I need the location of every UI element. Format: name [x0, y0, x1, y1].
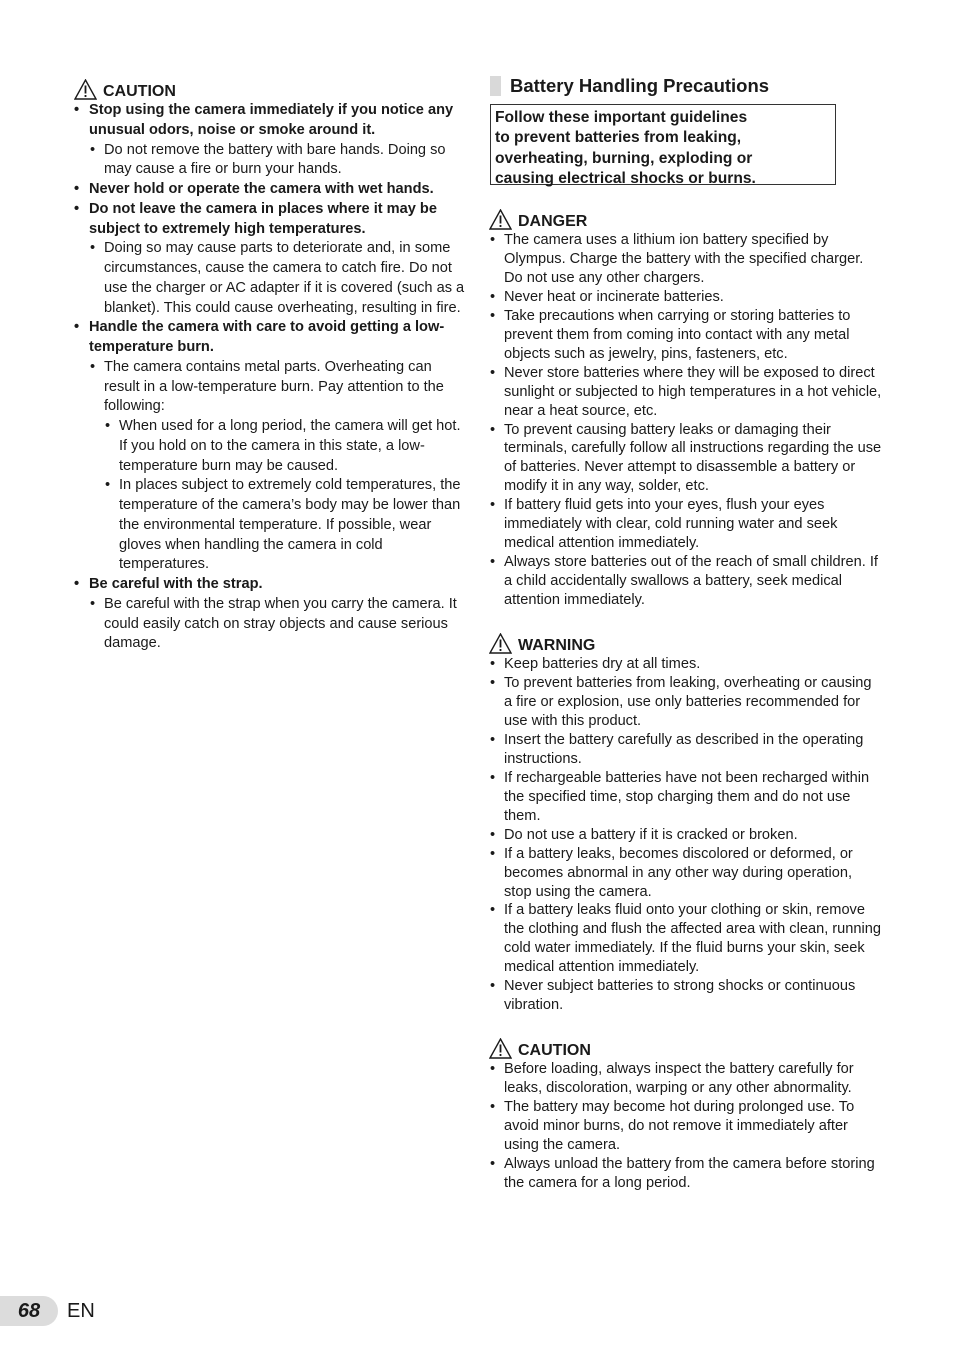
warning-triangle-icon: [489, 1038, 512, 1059]
list-item: [489, 553, 883, 610]
list-item-text: Be careful with the strap.: [89, 576, 263, 592]
list-item: [489, 1155, 883, 1193]
list-subitem: [89, 358, 466, 575]
list-item-text: Before loading, always inspect the battery carefully for leaks, discoloration, warping or any other abnormality.: [504, 1061, 854, 1097]
intro-line: Follow these important guidelines: [495, 109, 748, 126]
danger-heading: [489, 204, 883, 230]
list-subsubitem: [104, 476, 466, 575]
list-item: [489, 1098, 883, 1155]
section-title-bar: [490, 76, 501, 96]
list-item: [489, 421, 883, 497]
list-subsubitem-text: When used for a long period, the camera will get hot. If you hold on to the camera in this state, a low-temperature burn may be caused.: [119, 418, 461, 474]
caution-heading: [74, 74, 466, 100]
list-subsubitem-text: In places subject to extremely cold temperatures, the temperature of the camera’s body may be lower than the environmental temperature. If possible, wear gloves when handling the camera in cold temperatures.: [119, 477, 461, 573]
list-item: [489, 1060, 883, 1098]
list-item: [74, 200, 466, 319]
list-subitem-text: Be careful with the strap when you carry the camera. It could easily catch on stray objects and cause serious damage.: [104, 595, 457, 652]
warning-triangle-icon: [74, 79, 97, 100]
right-column: [489, 74, 883, 1193]
list-item-text: Never subject batteries to strong shocks or continuous vibration.: [504, 978, 856, 1014]
list-item-text: To prevent causing battery leaks or damaging their terminals, carefully follow all instructions regarding the use of batteries. Never attempt to disassemble a battery or modify it in any way, solder, etc.: [504, 421, 882, 495]
list-item-text: Do not leave the camera in places where it may be subject to extremely high temperatures.: [89, 200, 437, 237]
list-item: [489, 826, 883, 845]
list-item: [489, 769, 883, 826]
list-item: [74, 318, 466, 575]
intro-line: causing electrical shocks or burns.: [495, 169, 756, 187]
page-footer: [0, 1296, 95, 1326]
list-item-text: If rechargeable batteries have not been recharged within the specified time, stop charging them and do not use them.: [504, 769, 870, 824]
list-item-text: Insert the battery carefully as described in the operating instructions.: [504, 731, 864, 767]
warning-triangle-icon: [489, 633, 512, 654]
battery-caution-title: CAUTION: [518, 1042, 591, 1060]
intro-line: to prevent batteries from leaking,: [495, 129, 742, 147]
warning-title: WARNING: [518, 637, 596, 655]
list-item-text: Never heat or incinerate batteries.: [504, 288, 724, 305]
list-item: [74, 575, 466, 654]
list-item: [489, 231, 883, 288]
list-item: [489, 364, 883, 421]
list-item: [489, 977, 883, 1015]
intro-line: overheating, burning, exploding or: [495, 149, 753, 167]
list-item: [489, 845, 883, 902]
list-subitem-text: Do not remove the battery with bare hands. Doing so may cause a fire or burn your hands.: [104, 141, 446, 178]
battery-caution-heading: [489, 1033, 883, 1059]
danger-title: DANGER: [518, 213, 588, 230]
list-item: [489, 901, 883, 977]
list-item: [489, 307, 883, 364]
list-subitem-text: The camera contains metal parts. Overheating can result in a low-temperature burn. Pay attention to the following:: [104, 358, 444, 415]
list-item-text: Always store batteries out of the reach of small children. If a child accidentally swallows a battery, seek medical attention immediately.: [504, 554, 878, 609]
list-item-text: Never store batteries where they will be exposed to direct sunlight or subjected to high temperatures in a hot vehicle, near a heat source, etc.: [504, 364, 882, 419]
danger-list: [489, 231, 883, 610]
list-subitem: [89, 239, 466, 318]
list-item-text: If battery fluid gets into your eyes, flush your eyes immediately with clear, cold running water and seek medical attention immediately.: [504, 497, 838, 552]
warning-triangle-icon: [489, 209, 512, 230]
list-item-text: Handle the camera with care to avoid getting a low-temperature burn.: [89, 319, 445, 355]
list-item-text: If a battery leaks fluid onto your clothing or skin, remove the clothing and flush the affected area with clean, running cold water immediately. If the fluid burns your skin, seek medical attention immediately.: [504, 902, 881, 976]
list-item-text: Take precautions when carrying or storing batteries to prevent them from coming into contact with any metal objects such as jewelry, pins, fasteners, etc.: [504, 307, 851, 362]
list-item: [74, 101, 466, 180]
list-subitem-text: Doing so may cause parts to deteriorate and, in some circumstances, cause the camera to catch fire. Do not use the charger or AC adapter if it is covered (such as a blanket). This could cause overheating, resulting in fire.: [104, 240, 465, 316]
language-label: EN: [67, 1299, 95, 1322]
list-item-text: If a battery leaks, becomes discolored or deformed, or becomes abnormal in any other way during operation, stop using the camera.: [504, 845, 853, 900]
danger-block: [489, 204, 883, 610]
caution-list: [74, 101, 466, 654]
list-item-text: Never hold or operate the camera with wet hands.: [89, 181, 434, 197]
list-item: [489, 288, 883, 307]
page-number: 68: [17, 1299, 41, 1322]
list-item: [489, 655, 883, 674]
warning-heading: [489, 628, 883, 654]
list-item-text: To prevent batteries from leaking, overheating or causing a fire or explosion, use only batteries recommended for use with this product.: [504, 675, 872, 729]
list-subsubitem: [104, 417, 466, 476]
intro-box: [490, 104, 836, 185]
list-item-text: The battery may become hot during prolonged use. To avoid minor burns, do not remove it immediately after using the camera.: [504, 1099, 855, 1153]
list-item: [489, 731, 883, 769]
page-number-tab: [0, 1296, 58, 1326]
warning-block: [489, 628, 883, 1015]
list-item-text: Always unload the battery from the camera before storing the camera for a long period.: [504, 1155, 875, 1191]
list-item: [489, 674, 883, 731]
list-subitem: [89, 141, 466, 181]
warning-list: [489, 655, 883, 1015]
list-item-text: The camera uses a lithium ion battery specified by Olympus. Charge the battery with the specified charger. Do not use any other chargers.: [504, 232, 864, 286]
list-item-text: Do not use a battery if it is cracked or broken.: [504, 826, 798, 843]
caution-title: CAUTION: [103, 83, 176, 100]
list-subitem: [89, 595, 466, 654]
section-heading: [489, 74, 883, 98]
section-title: Battery Handling Precautions: [510, 75, 770, 96]
list-item: [489, 496, 883, 553]
battery-caution-block: [489, 1033, 883, 1193]
list-item-text: Stop using the camera immediately if you notice any unusual odors, noise or smoke around it.: [89, 102, 454, 138]
battery-caution-list: [489, 1060, 883, 1193]
list-item-text: Keep batteries dry at all times.: [504, 656, 701, 673]
left-column: [74, 74, 466, 654]
list-item: [74, 180, 466, 200]
